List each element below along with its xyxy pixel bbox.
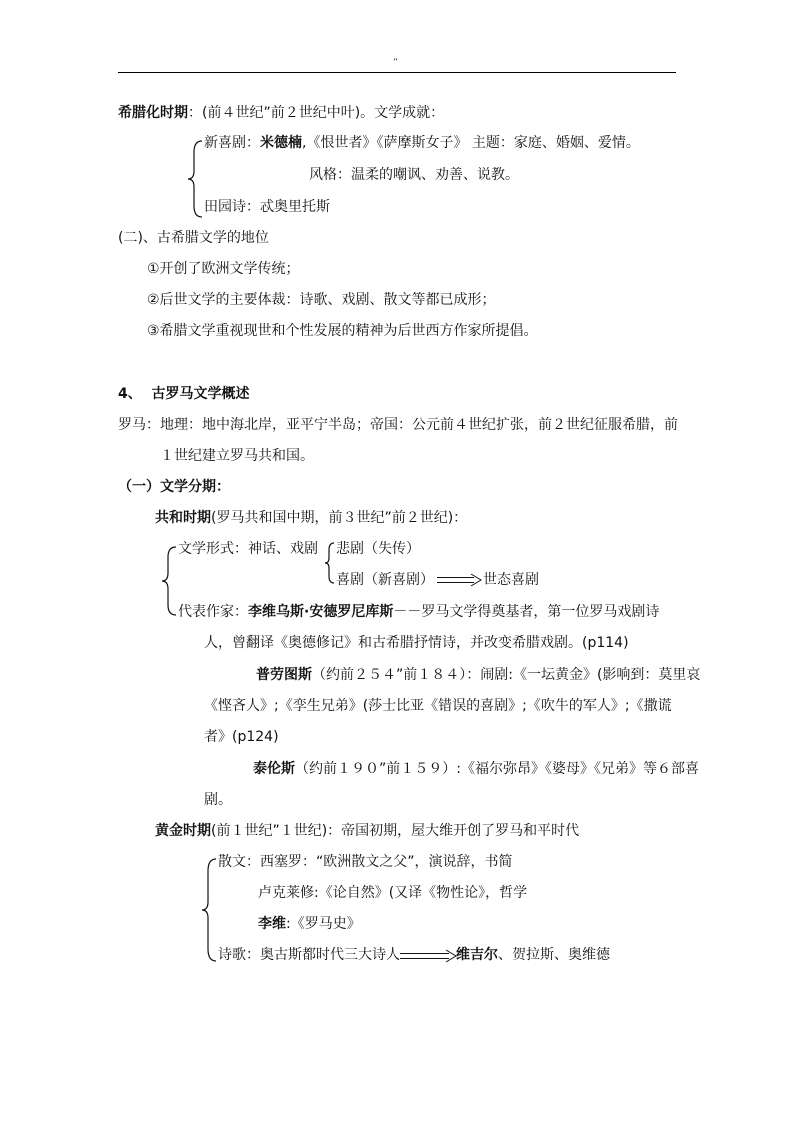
header-mark: “ bbox=[393, 57, 399, 68]
section-number: 4、 bbox=[118, 386, 142, 402]
poet-virgil: 维吉尔 bbox=[456, 947, 498, 963]
terence-text-2: 剧。 bbox=[204, 792, 232, 808]
status-item-2: ②后世文学的主要体裁：诗歌、戏剧、散文等都已成形； bbox=[147, 292, 496, 308]
comedy: 喜剧（新喜剧） bbox=[336, 572, 434, 588]
republic-title: 共和时期 bbox=[155, 510, 211, 526]
golden-line bbox=[155, 822, 579, 840]
republic-brace bbox=[160, 544, 178, 618]
new-comedy-author: 米德楠 bbox=[260, 135, 302, 151]
hellenistic-line bbox=[118, 104, 444, 122]
section-heading bbox=[118, 385, 250, 403]
republic-line bbox=[155, 509, 467, 527]
plautus-text-1: （约前２５４”前１８４）：闹剧:《一坛黄金》(影响到：莫里哀 bbox=[312, 667, 701, 683]
poetry-poets bbox=[456, 946, 610, 964]
status-heading: (二)、古希腊文学的地位 bbox=[118, 230, 269, 246]
plautus-text-3: 者》(p124) bbox=[204, 729, 279, 745]
prose-livy bbox=[258, 915, 361, 933]
drama-brace bbox=[324, 540, 336, 586]
representative-author: 李维乌斯·安德罗尼库斯 bbox=[248, 604, 394, 620]
poetry-label: 诗歌：奥古斯都时代三大诗人 bbox=[218, 947, 400, 963]
status-item-3: ③希腊文学重视现世和个性发展的精神为后世西方作家所提倡。 bbox=[147, 323, 538, 339]
hellenistic-title-rest: ：(前４世纪”前２世纪中叶)。文学成就： bbox=[188, 105, 445, 121]
status-item-1: ①开创了欧洲文学传统； bbox=[147, 261, 300, 277]
new-comedy-style: 风格：温柔的嘲讽、劝善、说教。 bbox=[309, 167, 519, 183]
header-rule bbox=[118, 72, 676, 73]
poets-rest: 、贺拉斯、奥维德 bbox=[498, 947, 610, 963]
rome-intro-line-1: 罗马：地理：地中海北岸，亚平宁半岛；帝国：公元前４世纪扩张，前２世纪征服希腊，前 bbox=[118, 417, 678, 433]
pastoral-poetry: 田园诗：忒奥里托斯 bbox=[204, 199, 330, 215]
new-comedy-line bbox=[204, 134, 640, 152]
period-heading: （一）文学分期： bbox=[118, 479, 230, 495]
golden-brace bbox=[200, 856, 218, 964]
tragedy: 悲剧（失传） bbox=[336, 541, 420, 557]
hellenistic-brace bbox=[186, 138, 204, 220]
livy-name: 李维 bbox=[258, 916, 286, 932]
new-comedy-works: ,《恨世者》《萨摩斯女子》 主题：家庭、婚姻、爱情。 bbox=[302, 135, 640, 151]
hellenistic-title: 希腊化时期 bbox=[118, 105, 188, 121]
terence-text-1: （约前１９０”前１５９）:《福尔弥昂》《婆母》《兄弟》等６部喜 bbox=[295, 761, 699, 777]
terence-line-1 bbox=[253, 760, 699, 778]
golden-title: 黄金时期 bbox=[155, 823, 211, 839]
representative-text-1: －－罗马文学得奠基者，第一位罗马戏剧诗 bbox=[393, 604, 660, 620]
golden-title-rest: (前１世纪”１世纪)：帝国初期，屋大维开创了罗马和平时代 bbox=[211, 823, 580, 839]
section-title: 古罗马文学概述 bbox=[151, 386, 250, 402]
representative-label: 代表作家： bbox=[178, 604, 248, 620]
prose-cicero: 散文：西塞罗：“欧洲散文之父”，演说辞，书简 bbox=[218, 854, 513, 870]
plautus-name: 普劳图斯 bbox=[256, 667, 312, 683]
rome-intro-line-2: １世纪建立罗马共和国。 bbox=[160, 448, 314, 464]
representative-line bbox=[178, 603, 659, 621]
livy-work: :《罗马史》 bbox=[286, 916, 361, 932]
comedy-result: 世态喜剧 bbox=[483, 572, 539, 588]
literary-form: 文学形式：神话、戏剧 bbox=[178, 541, 318, 557]
new-comedy-label: 新喜剧： bbox=[204, 135, 260, 151]
plautus-line-1 bbox=[256, 666, 700, 684]
poetry-double-arrow-icon bbox=[400, 949, 458, 963]
representative-text-2: 人，曾翻译《奥德修记》和古希腊抒情诗，并改变希腊戏剧。(p114) bbox=[204, 635, 629, 651]
terence-name: 泰伦斯 bbox=[253, 761, 295, 777]
republic-title-rest: (罗马共和国中期，前３世纪”前２世纪)： bbox=[211, 510, 468, 526]
plautus-text-2: 《悭吝人》;《孪生兄弟》(莎士比亚《错误的喜剧》;《吹牛的军人》;《撒谎 bbox=[204, 698, 672, 714]
double-arrow-icon bbox=[437, 573, 483, 587]
prose-lucretius: 卢克莱修:《论自然》(又译《物性论》，哲学 bbox=[258, 885, 528, 901]
